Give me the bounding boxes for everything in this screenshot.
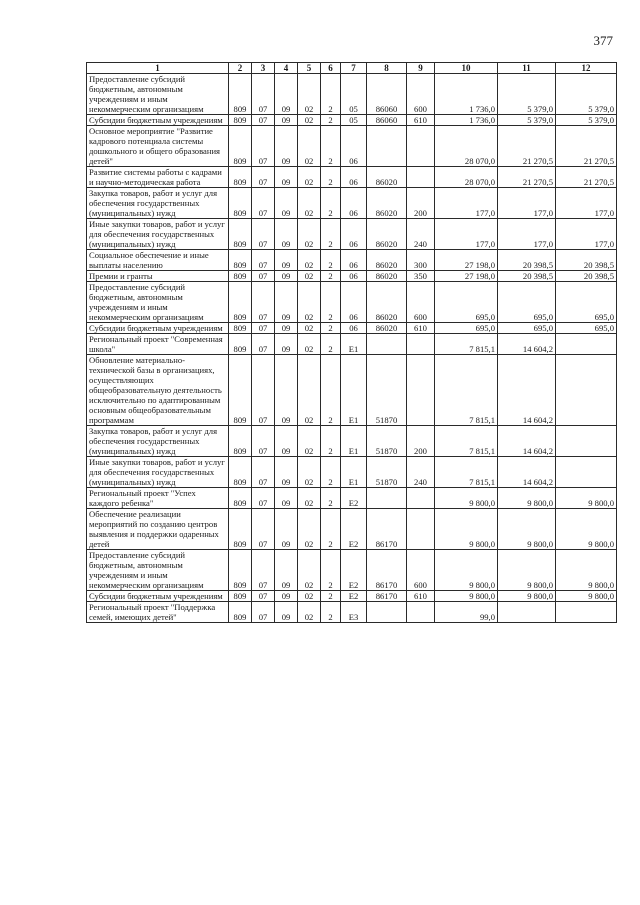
table-cell: 02: [298, 602, 321, 623]
table-cell: 695,0: [556, 282, 617, 323]
table-cell: 27 198,0: [435, 250, 498, 271]
table-cell: 240: [407, 457, 435, 488]
table-cell: 09: [275, 271, 298, 282]
column-header: 4: [275, 63, 298, 74]
table-cell: 177,0: [435, 188, 498, 219]
table-cell: 7 815,1: [435, 426, 498, 457]
table-cell: [367, 602, 407, 623]
column-header: 12: [556, 63, 617, 74]
table-cell: 09: [275, 74, 298, 115]
column-header: 10: [435, 63, 498, 74]
table-cell: 02: [298, 509, 321, 550]
table-cell: 02: [298, 74, 321, 115]
table-cell: [407, 334, 435, 355]
table-cell: 2: [321, 250, 341, 271]
table-cell: 09: [275, 457, 298, 488]
column-header: 6: [321, 63, 341, 74]
table-cell: 28 070,0: [435, 167, 498, 188]
table-cell: 09: [275, 115, 298, 126]
column-header: 5: [298, 63, 321, 74]
row-description: Премии и гранты: [87, 271, 229, 282]
table-row: [87, 488, 617, 509]
row-description: Субсидии бюджетным учреждениям: [87, 115, 229, 126]
table-cell: 06: [341, 250, 367, 271]
table-cell: 809: [229, 426, 252, 457]
table-row: [87, 271, 617, 282]
table-cell: 809: [229, 355, 252, 426]
table-cell: 86020: [367, 219, 407, 250]
table-cell: 05: [341, 74, 367, 115]
table-cell: [556, 457, 617, 488]
table-cell: [556, 355, 617, 426]
table-cell: E2: [341, 550, 367, 591]
table-cell: 86060: [367, 115, 407, 126]
table-cell: E1: [341, 457, 367, 488]
table-cell: 300: [407, 250, 435, 271]
table-cell: E1: [341, 334, 367, 355]
table-cell: 2: [321, 219, 341, 250]
column-header: 3: [252, 63, 275, 74]
table-cell: 86020: [367, 250, 407, 271]
table-cell: 09: [275, 426, 298, 457]
budget-table: [86, 62, 617, 623]
table-cell: 09: [275, 323, 298, 334]
table-cell: [556, 602, 617, 623]
table-cell: 09: [275, 219, 298, 250]
table-cell: 09: [275, 488, 298, 509]
page-number: 377: [593, 33, 613, 48]
table-cell: 02: [298, 334, 321, 355]
table-cell: 07: [252, 591, 275, 602]
header-row: [87, 63, 617, 74]
table-cell: 09: [275, 509, 298, 550]
table-cell: 695,0: [498, 323, 556, 334]
table-cell: 05: [341, 115, 367, 126]
row-description: Иные закупки товаров, работ и услуг для обеспечения государственных (муниципальных) нужд: [87, 457, 229, 488]
table-cell: 09: [275, 602, 298, 623]
table-cell: 07: [252, 457, 275, 488]
table-cell: 809: [229, 115, 252, 126]
table-cell: 02: [298, 271, 321, 282]
row-description: Субсидии бюджетным учреждениям: [87, 323, 229, 334]
row-description: Развитие системы работы с кадрами и научно-методическая работа: [87, 167, 229, 188]
table-cell: 06: [341, 271, 367, 282]
table-cell: 27 198,0: [435, 271, 498, 282]
table-cell: [367, 488, 407, 509]
table-cell: [367, 334, 407, 355]
table-cell: 9 800,0: [435, 488, 498, 509]
table-cell: 809: [229, 602, 252, 623]
table-cell: 07: [252, 488, 275, 509]
table-cell: 2: [321, 602, 341, 623]
table-row: [87, 602, 617, 623]
table-row: [87, 591, 617, 602]
table-cell: 07: [252, 219, 275, 250]
table-cell: 21 270,5: [556, 167, 617, 188]
table-cell: 02: [298, 188, 321, 219]
table-cell: [556, 334, 617, 355]
table-cell: 20 398,5: [498, 250, 556, 271]
table-cell: 14 604,2: [498, 355, 556, 426]
table-row: [87, 426, 617, 457]
table-cell: 9 800,0: [498, 509, 556, 550]
table-cell: 9 800,0: [435, 509, 498, 550]
table-cell: 14 604,2: [498, 426, 556, 457]
table-cell: 20 398,5: [556, 250, 617, 271]
table-row: [87, 334, 617, 355]
row-description: Региональный проект "Современная школа": [87, 334, 229, 355]
table-cell: 07: [252, 167, 275, 188]
table-cell: 809: [229, 550, 252, 591]
table-cell: 809: [229, 167, 252, 188]
table-cell: [407, 509, 435, 550]
table-cell: 9 800,0: [556, 591, 617, 602]
table-cell: 9 800,0: [498, 488, 556, 509]
table-cell: 02: [298, 219, 321, 250]
table-row: [87, 323, 617, 334]
table-cell: 2: [321, 188, 341, 219]
table-cell: 86060: [367, 74, 407, 115]
table-cell: [407, 167, 435, 188]
table-cell: 09: [275, 126, 298, 167]
table-cell: 5 379,0: [556, 115, 617, 126]
table-body: [87, 74, 617, 623]
table-cell: 28 070,0: [435, 126, 498, 167]
table-cell: 695,0: [556, 323, 617, 334]
table-row: [87, 126, 617, 167]
table-cell: 177,0: [498, 188, 556, 219]
table-cell: 21 270,5: [556, 126, 617, 167]
table-cell: 2: [321, 550, 341, 591]
table-cell: 07: [252, 355, 275, 426]
table-cell: 86170: [367, 591, 407, 602]
table-cell: 809: [229, 334, 252, 355]
table-cell: 809: [229, 509, 252, 550]
table-cell: [407, 355, 435, 426]
row-description: Обеспечение реализации мероприятий по созданию центров выявления и поддержки одаренных детей: [87, 509, 229, 550]
table-cell: 350: [407, 271, 435, 282]
table-cell: 2: [321, 488, 341, 509]
table-row: [87, 167, 617, 188]
table-cell: 610: [407, 323, 435, 334]
table-cell: 2: [321, 167, 341, 188]
row-description: Региональный проект "Поддержка семей, имеющих детей": [87, 602, 229, 623]
table-cell: 99,0: [435, 602, 498, 623]
table-cell: 02: [298, 115, 321, 126]
table-cell: 21 270,5: [498, 126, 556, 167]
table-cell: 2: [321, 509, 341, 550]
table-cell: 2: [321, 457, 341, 488]
table-cell: 02: [298, 355, 321, 426]
table-cell: 809: [229, 74, 252, 115]
table-cell: 809: [229, 591, 252, 602]
table-cell: 02: [298, 126, 321, 167]
table-cell: 86020: [367, 323, 407, 334]
table-cell: 20 398,5: [556, 271, 617, 282]
table-cell: 86020: [367, 188, 407, 219]
table-cell: 51870: [367, 426, 407, 457]
table-cell: 809: [229, 126, 252, 167]
row-description: Предоставление субсидий бюджетным, автономным учреждениям и иным некоммерческим организациям: [87, 74, 229, 115]
table-row: [87, 250, 617, 271]
table-cell: 5 379,0: [498, 115, 556, 126]
table-cell: 07: [252, 188, 275, 219]
table-cell: 09: [275, 550, 298, 591]
table-cell: 7 815,1: [435, 457, 498, 488]
row-description: Иные закупки товаров, работ и услуг для обеспечения государственных (муниципальных) нужд: [87, 219, 229, 250]
table-cell: E3: [341, 602, 367, 623]
column-header: 1: [87, 63, 229, 74]
table-cell: 2: [321, 591, 341, 602]
table-cell: 1 736,0: [435, 115, 498, 126]
column-header: 7: [341, 63, 367, 74]
table-cell: [407, 126, 435, 167]
table-cell: 7 815,1: [435, 334, 498, 355]
table-cell: 51870: [367, 457, 407, 488]
table-cell: 06: [341, 323, 367, 334]
table-cell: 610: [407, 115, 435, 126]
table-cell: 86020: [367, 271, 407, 282]
table-row: [87, 219, 617, 250]
table-cell: 9 800,0: [556, 550, 617, 591]
table-cell: 610: [407, 591, 435, 602]
row-description: Региональный проект "Успех каждого ребенка": [87, 488, 229, 509]
column-header: 11: [498, 63, 556, 74]
table-cell: 600: [407, 282, 435, 323]
table-cell: 9 800,0: [435, 591, 498, 602]
table-cell: 09: [275, 591, 298, 602]
table-cell: 2: [321, 282, 341, 323]
table-cell: E2: [341, 591, 367, 602]
table-cell: 2: [321, 323, 341, 334]
table-cell: 02: [298, 488, 321, 509]
table-cell: 20 398,5: [498, 271, 556, 282]
table-cell: 9 800,0: [556, 509, 617, 550]
table-cell: 51870: [367, 355, 407, 426]
table-cell: 02: [298, 323, 321, 334]
table-row: [87, 74, 617, 115]
table-cell: 07: [252, 323, 275, 334]
table-cell: 07: [252, 250, 275, 271]
row-description: Закупка товаров, работ и услуг для обеспечения государственных (муниципальных) нужд: [87, 426, 229, 457]
table-cell: 809: [229, 188, 252, 219]
table-cell: E2: [341, 509, 367, 550]
table-cell: 09: [275, 188, 298, 219]
table-cell: 06: [341, 219, 367, 250]
table-cell: [407, 602, 435, 623]
table-cell: E1: [341, 426, 367, 457]
table-cell: 21 270,5: [498, 167, 556, 188]
table-cell: 177,0: [556, 188, 617, 219]
table-cell: 07: [252, 126, 275, 167]
table-cell: 177,0: [498, 219, 556, 250]
table-cell: E2: [341, 488, 367, 509]
table-cell: 07: [252, 334, 275, 355]
table-cell: 2: [321, 355, 341, 426]
table-cell: 809: [229, 457, 252, 488]
table-cell: 9 800,0: [498, 591, 556, 602]
table-cell: 177,0: [435, 219, 498, 250]
table-row: [87, 550, 617, 591]
table-cell: 809: [229, 219, 252, 250]
table-cell: 14 604,2: [498, 334, 556, 355]
table-row: [87, 282, 617, 323]
table-cell: 600: [407, 550, 435, 591]
table-cell: 02: [298, 282, 321, 323]
table-cell: 2: [321, 334, 341, 355]
table-cell: 809: [229, 250, 252, 271]
table-cell: 2: [321, 74, 341, 115]
row-description: Предоставление субсидий бюджетным, автономным учреждениям и иным некоммерческим организациям: [87, 550, 229, 591]
column-header: 2: [229, 63, 252, 74]
table-cell: [407, 488, 435, 509]
table-cell: 809: [229, 282, 252, 323]
column-header: 8: [367, 63, 407, 74]
table-row: [87, 355, 617, 426]
table-cell: 09: [275, 167, 298, 188]
table-cell: [367, 126, 407, 167]
table-cell: 07: [252, 282, 275, 323]
table-cell: 07: [252, 509, 275, 550]
table-cell: 2: [321, 426, 341, 457]
table-cell: 09: [275, 355, 298, 426]
table-cell: 86020: [367, 282, 407, 323]
table-cell: 02: [298, 426, 321, 457]
table-cell: 07: [252, 74, 275, 115]
table-cell: 200: [407, 188, 435, 219]
table-cell: 06: [341, 167, 367, 188]
table-cell: 07: [252, 602, 275, 623]
table-cell: 06: [341, 282, 367, 323]
table-cell: 09: [275, 334, 298, 355]
table-cell: 2: [321, 115, 341, 126]
table-cell: 07: [252, 426, 275, 457]
table-cell: 02: [298, 250, 321, 271]
table-cell: 07: [252, 550, 275, 591]
table-cell: 09: [275, 282, 298, 323]
table-cell: 86170: [367, 509, 407, 550]
table-cell: 86170: [367, 550, 407, 591]
table-cell: 02: [298, 457, 321, 488]
table-row: [87, 509, 617, 550]
table-cell: 07: [252, 271, 275, 282]
table-cell: 02: [298, 550, 321, 591]
table-cell: 14 604,2: [498, 457, 556, 488]
table-cell: 695,0: [435, 323, 498, 334]
table-cell: [556, 426, 617, 457]
table-row: [87, 188, 617, 219]
table-row: [87, 115, 617, 126]
table-cell: 09: [275, 250, 298, 271]
table-cell: 86020: [367, 167, 407, 188]
table-cell: 600: [407, 74, 435, 115]
table-cell: 177,0: [556, 219, 617, 250]
table-cell: 02: [298, 167, 321, 188]
table-cell: 5 379,0: [556, 74, 617, 115]
table-cell: 9 800,0: [498, 550, 556, 591]
table-cell: 200: [407, 426, 435, 457]
row-description: Закупка товаров, работ и услуг для обеспечения государственных (муниципальных) нужд: [87, 188, 229, 219]
row-description: Основное мероприятие "Развитие кадрового потенциала системы дошкольного и общего образования детей": [87, 126, 229, 167]
table-cell: 809: [229, 488, 252, 509]
table-cell: 809: [229, 323, 252, 334]
table-cell: 2: [321, 271, 341, 282]
table-cell: E1: [341, 355, 367, 426]
table-row: [87, 457, 617, 488]
table-cell: 07: [252, 115, 275, 126]
table-cell: 06: [341, 188, 367, 219]
table-cell: 695,0: [435, 282, 498, 323]
table-cell: 7 815,1: [435, 355, 498, 426]
table-cell: 9 800,0: [556, 488, 617, 509]
table-cell: 9 800,0: [435, 550, 498, 591]
table-cell: 1 736,0: [435, 74, 498, 115]
table-cell: 5 379,0: [498, 74, 556, 115]
row-description: Предоставление субсидий бюджетным, автономным учреждениям и иным некоммерческим организациям: [87, 282, 229, 323]
row-description: Социальное обеспечение и иные выплаты населению: [87, 250, 229, 271]
table-cell: [498, 602, 556, 623]
table-cell: 240: [407, 219, 435, 250]
column-header: 9: [407, 63, 435, 74]
table-cell: 02: [298, 591, 321, 602]
table-cell: 695,0: [498, 282, 556, 323]
row-description: Обновление материально-технической базы в организациях, осуществляющих общеобразовательную деятельность исключительно по адаптированным основным общеобразовательным программам: [87, 355, 229, 426]
table-cell: 06: [341, 126, 367, 167]
table-cell: 809: [229, 271, 252, 282]
row-description: Субсидии бюджетным учреждениям: [87, 591, 229, 602]
table-cell: 2: [321, 126, 341, 167]
